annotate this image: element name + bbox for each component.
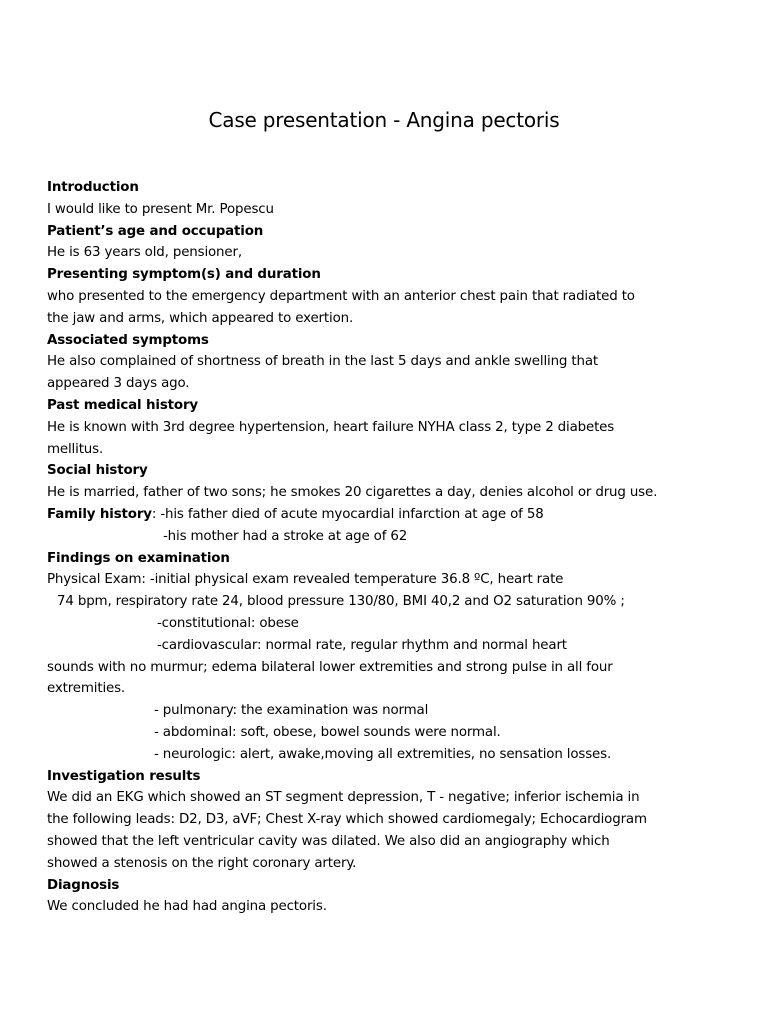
introduction-heading: Introduction [47,180,139,195]
findings-line: sounds with no murmur; edema bilateral lower extremities and strong pulse in all four [47,659,613,675]
past-history-line: mellitus. [47,441,104,457]
age-occupation-text: He is 63 years old, pensioner, [47,245,242,261]
findings-line: -constitutional: obese [157,615,299,631]
investigation-heading: Investigation results [47,768,201,784]
past-history-line: He is known with 3rd degree hypertension, heart failure NYHA class 2, type 2 diabetes [47,419,615,435]
presenting-line: the jaw and arms, which appeared to exertion. [47,310,354,326]
diagnosis-heading: Diagnosis [47,877,120,893]
findings-line: - pulmonary: the examination was normal [154,703,429,719]
findings-line: 74 bpm, respiratory rate 24, blood pressure 130/80, BMI 40,2 and O2 saturation 90% ; [57,594,625,610]
findings-line: extremities. [47,681,126,697]
investigation-line: showed that the left ventricular cavity was dilated. We also did an angiography which [47,833,610,849]
findings-line: - abdominal: soft, obese, bowel sounds were normal. [154,724,501,740]
document-title: Case presentation - Angina pectoris [208,108,560,132]
presenting-line: who presented to the emergency department with an anterior chest pain that radiated to [47,288,635,304]
age-occupation-heading: Patient’s age and occupation [47,223,264,239]
associated-heading: Associated symptoms [47,332,209,348]
document-body [47,177,737,918]
social-heading: Social history [47,463,148,479]
presenting-heading: Presenting symptom(s) and duration [47,267,321,283]
findings-line: -cardiovascular: normal rate, regular rhythm and normal heart [157,637,567,653]
introduction-text: I would like to present Mr. Popescu [47,201,274,217]
associated-line: appeared 3 days ago. [47,376,190,392]
investigation-line: showed a stenosis on the right coronary artery. [47,855,357,871]
investigation-line: the following leads: D2, D3, aVF; Chest X-ray which showed cardiomegaly; Echocardiogram [47,812,647,828]
family-line [47,504,737,526]
past-history-heading: Past medical history [47,397,198,413]
investigation-line: We did an EKG which showed an ST segment depression, T - negative; inferior ischemia in [47,790,640,806]
family-heading: Family history [47,506,152,522]
family-text: : -his father died of acute myocardial infarction at age of 58 [151,506,544,522]
findings-heading: Findings on examination [47,550,230,566]
associated-line: He also complained of shortness of breath in the last 5 days and ankle swelling that [47,354,598,370]
family-line: -his mother had a stroke at age of 62 [163,528,408,544]
findings-line: - neurologic: alert, awake,moving all extremities, no sensation losses. [154,746,612,762]
social-text: He is married, father of two sons; he smokes 20 cigarettes a day, denies alcohol or drug use. [47,485,658,501]
diagnosis-text: We concluded he had had angina pectoris. [47,899,327,915]
findings-line: Physical Exam: -initial physical exam revealed temperature 36.8 ºC, heart rate [47,572,564,588]
